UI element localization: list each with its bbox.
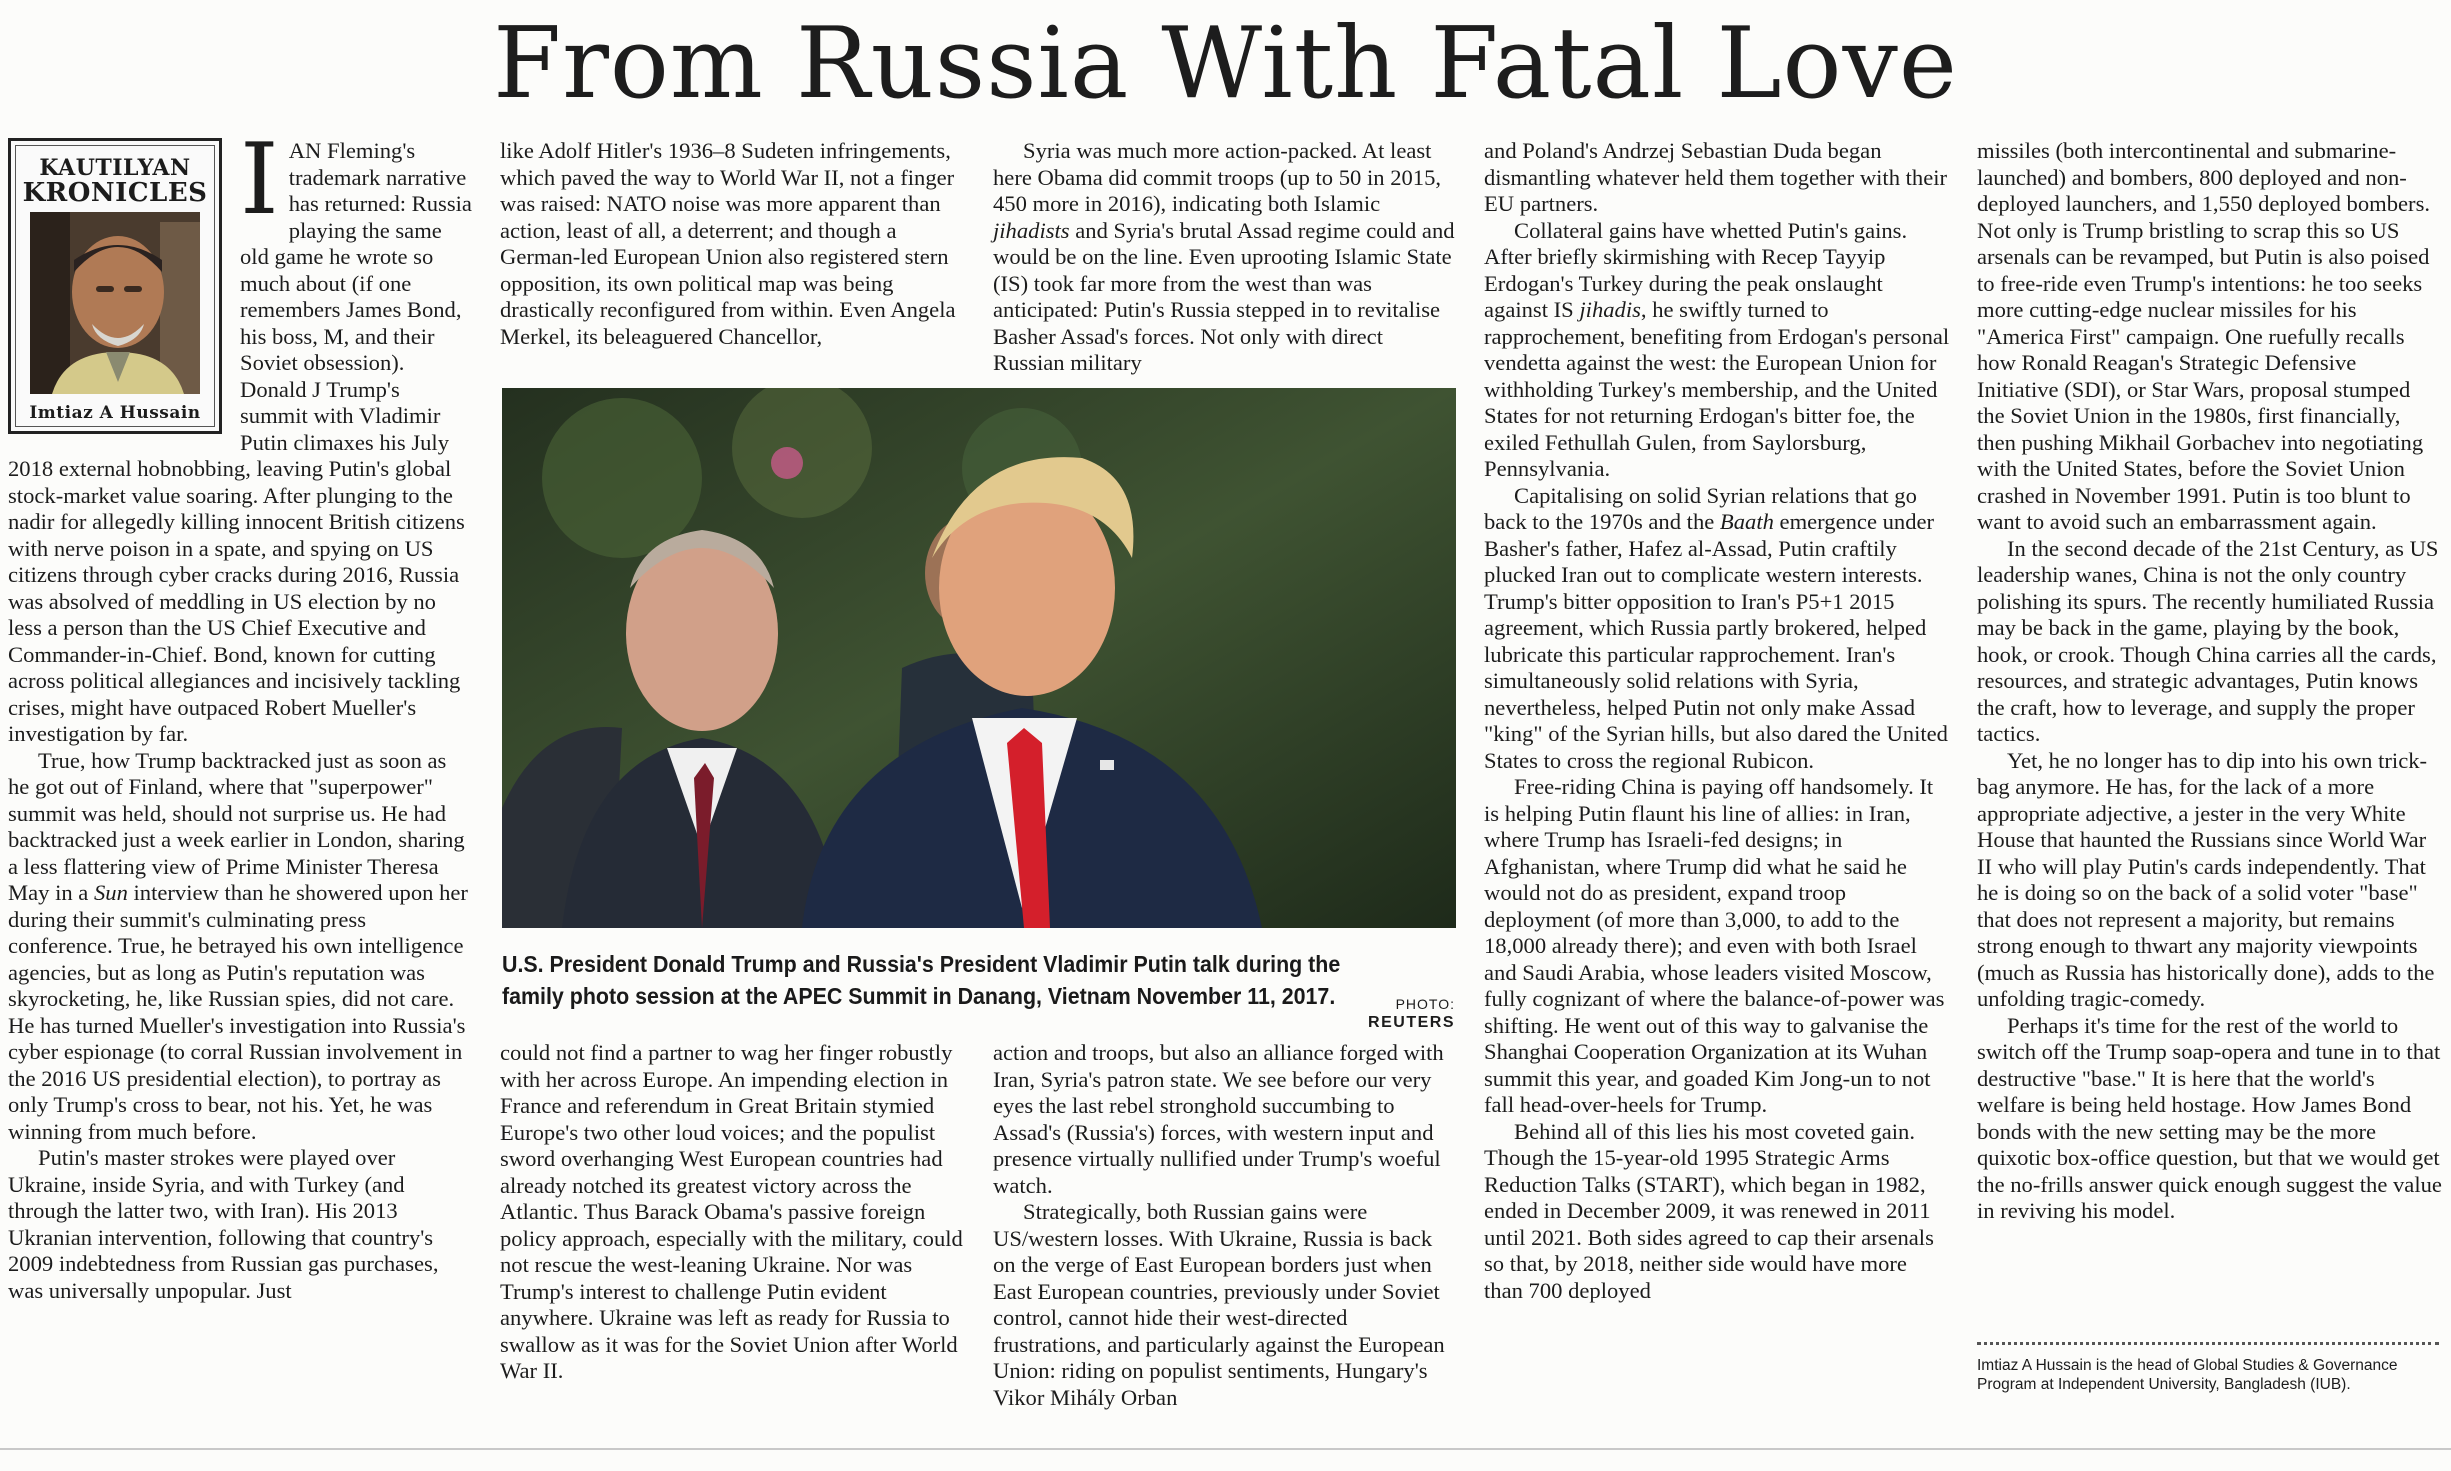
photo-credit-source: REUTERS [1368,1014,1455,1031]
paragraph: Free-riding China is paying off handsomely. It is helping Putin flaunt his line of allies: in Iran, where Trump has Israeli-fed designs; in Afghanistan, where Trump did what he said he would not do as president, expand troop deployment (of more than 3,000, to add to the 18,000 already there); and even with both Israel and Saudi Arabia, whose leaders visited Moscow, fully cognizant of where the balance-of-power was shifting. He went out of this way to galvanise the Shanghai Cooperation Organization at its Wuhan summit this year, and goaded Kim Jong-un to not fall head-over-heels for Trump. [1484,774,1945,1117]
bio-divider [1977,1342,2439,1345]
paragraph: Yet, he no longer has to dip into his own trick-bag anymore. He has, for the lack of a more appropriate adjective, a jester in the very White House that haunted the Russians since World War II who will play Putin's cards independently. That he is doing so on the back of a solid voter "base" that does not represent a majority, but remains strong enough to thwart any majority viewpoints (much as Russia has historically done), adds to the unfolding tragic-comedy. [1977,747,2435,1011]
news-photo [502,388,1456,928]
paragraph: Strategically, both Russian gains were US/western losses. With Ukraine, Russia is back on the verge of East European borders just when East European countries, previously under Soviet control, cannot hide their west-directed frustrations, and particularly against the European Union: riding on populist sentiments, Hungary's Vikor Mihály Orban [993,1199,1445,1410]
paragraph: Putin's master strokes were played over Ukraine, inside Syria, and with Turkey (and through the latter two, with Iran). His 2013 Ukranian intervention, following that country's 2009 indebtedness from Russian gas purchases, was universally unpopular. Just [8,1145,439,1303]
paragraph: Perhaps it's time for the rest of the world to switch off the Trump soap-opera and tune in to that destructive "base." It is here that the world's welfare is being held hostage. How James Bond bonds with the new setting may be the more quixotic box-office question, but that we would get the no-frills answer quick enough suggest the value in reviving his model. [1977,1012,2442,1223]
paragraph: Behind all of this lies his most coveted gain. Though the 15-year-old 1995 Strategic Arms Reduction Talks (START), which began in 1982, ended in December 2009, it was renewed in 2011 until 2021. Both sides agreed to cap their arsenals so that, by 2018, neither side would have more than 700 deployed [1484,1118,1934,1303]
photo-credit [1305,996,1455,1032]
paragraph: Collateral gains have whetted Putin's gains. After briefly skirmishing with Recep Tayyip Erdogan's Turkey during the peak onslaught against IS jihadis, he swiftly turned to rapprochement, benefiting from Erdogan's personal vendetta against the west: the European Union for withholding Turkey's membership, and the United States for not returning Erdogan's bitter foe, the exiled Fethullah Gulen, from Saylorsburg, Pennsylvania. [1484,217,1950,481]
column-3-bottom [993,1040,1457,1411]
paragraph: Syria was much more action-packed. At least here Obama did commit troops (up to 50 in 2015, 450 more in 2016), indicating both Islamic jihadists and Syria's brutal Assad regime could and would be on the line. Even uprooting Islamic State (IS) took far more from the west than was anticipated: Putin's Russia stepped in to revitalise Basher Assad's forces. Not only with direct Russian military [993,138,1455,375]
column-author: Imtiaz A Hussain [29,402,201,423]
column-2-top [500,138,964,350]
column-logo-box [8,138,222,434]
paragraph: AN Fleming's trademark narrative has returned: Russia playing the same old game he wrote so much about (if one remembers James Bond, his boss, M, and their Soviet obsession). Donald J Trump's summit with Vladimir Putin climaxes his July 2018 external hobnobbing, leaving Putin's global stock-market value soaring. After plunging to the nadir for allegedly killing innocent British citizens with nerve poison in a spate, and spying on US citizens through cyber cracks during 2016, Russia was absolved of meddling in US election by no less a person than the US Chief Executive and Commander-in-Chief. Bond, known for cutting across political allegiances and incisively tackling crises, might have outpaced Robert Mueller's investigation by far. [8,138,472,746]
paragraph: like Adolf Hitler's 1936–8 Sudeten infringements, which paved the way to World War II, not a finger was raised: NATO noise was more apparent than action, least of all, a deterrent; and though a German-led European Union also registered stern opposition, its own political map was being drastically reconfigured from within. Even Angela Merkel, its beleaguered Chancellor, [500,138,956,349]
photo-caption: U.S. President Donald Trump and Russia's President Vladimir Putin talk during the family photo session at the APEC Summit in Danang, Vietnam November 11, 2017. [502,951,1341,1009]
column-1 [8,123,473,1304]
author-bio: Imtiaz A Hussain is the head of Global Studies & Governance Program at Independent University, Bangladesh (IUB). [1977,1357,2398,1393]
paragraph: missiles (both intercontinental and submarine-launched) and bombers, 800 deployed and non-deployed launchers, and 1,550 deployed bombers. Not only is Trump bristling to scrap this so US arsenals can be revamped, but Putin is also poised to free-ride even Trump's intentions: he too seeks more cutting-edge nuclear missiles for his "America First" campaign. One ruefully recalls how Ronald Reagan's Strategic Defensive Initiative (SDI), or Star Wars, proposal stumped the Soviet Union in the 1980s, first financially, then pushing Mikhail Gorbachev into negotiating with the United States, before the Soviet Union crashed in November 1991. Putin is too blunt to want to avoid such an embarrassment again. [1977,138,2431,534]
paragraph: could not find a partner to wag her finger robustly with her across Europe. An impending election in France and referendum in Great Britain stymied Europe's two other loud voices; and the populist sword overhanging West European countries had already notched its greatest victory across the Atlantic. Thus Barack Obama's passive foreign policy approach, especially with the military, could not rescue the west-leaning Ukraine. Nor was Trump's interest to challenge Putin evident anywhere. Ukraine was left as ready for Russia to swallow as it was for the Soviet Union after World War II. [500,1040,963,1383]
photo-credit-label: PHOTO: [1395,996,1455,1012]
paragraph: Capitalising on solid Syrian relations that go back to the 1970s and the Baath emergence under Basher's father, Hafez al-Assad, Putin craftily plucked Iran out to complicate western interests. Trump's bitter opposition to Iran's P5+1 2015 agreement, which Russia partly brokered, helped lubricate this particular rapprochement. Iran's simultaneously solid relations with Syria, nevertheless, helped Putin not only make Assad "king" of the Syrian hills, but also dared the United States to cross the regional Rubicon. [1484,482,1948,773]
column-3-top [993,138,1457,377]
author-portrait [30,212,200,394]
column-2-bottom [500,1040,964,1385]
paragraph: and Poland's Andrzej Sebastian Duda began dismantling whatever held them together with their EU partners. [1484,138,1948,216]
headline: From Russia With Fatal Love [493,7,1958,121]
paragraph: In the second decade of the 21st Century, as US leadership wanes, China is not the only country polishing its spurs. The recently humiliated Russia may be back in the game, playing by the book, hook, or crook. Though China carries all the cards, resources, and strategic advantages, Putin knows the craft, how to leverage, and supply the proper tactics. [1977,535,2439,746]
column-4 [1484,138,1950,1304]
column-title-line2: KRONICLES [22,178,208,208]
paragraph: True, how Trump backtracked just as soon as he got out of Finland, where that "superpower" summit was held, should not surprise us. He had backtracked just a week earlier in London, sharing a less flattering view of Prime Minister Theresa May in a Sun interview than he showered upon her during their summit's culminating press conference. True, he betrayed his own intelligence agencies, but as long as Putin's reputation was skyrocketing, he, like Russian spies, did not care. He has turned Mueller's investigation into Russia's cyber espionage (to corral Russian involvement in the 2016 US presidential election), to portray as only Trump's cross to bear, not his. Yet, he was winning from much before. [8,747,468,1144]
drop-cap: I [240,123,279,237]
bottom-rule [0,1448,2451,1450]
column-5 [1977,138,2443,1225]
paragraph: action and troops, but also an alliance forged with Iran, Syria's patron state. We see before our very eyes the last rebel stronghold succumbing to Assad's (Russia's) forces, with western input and presence virtually nullified under Trump's woeful watch. [993,1040,1444,1198]
column-title-line1: KAUTILYAN [39,155,191,181]
